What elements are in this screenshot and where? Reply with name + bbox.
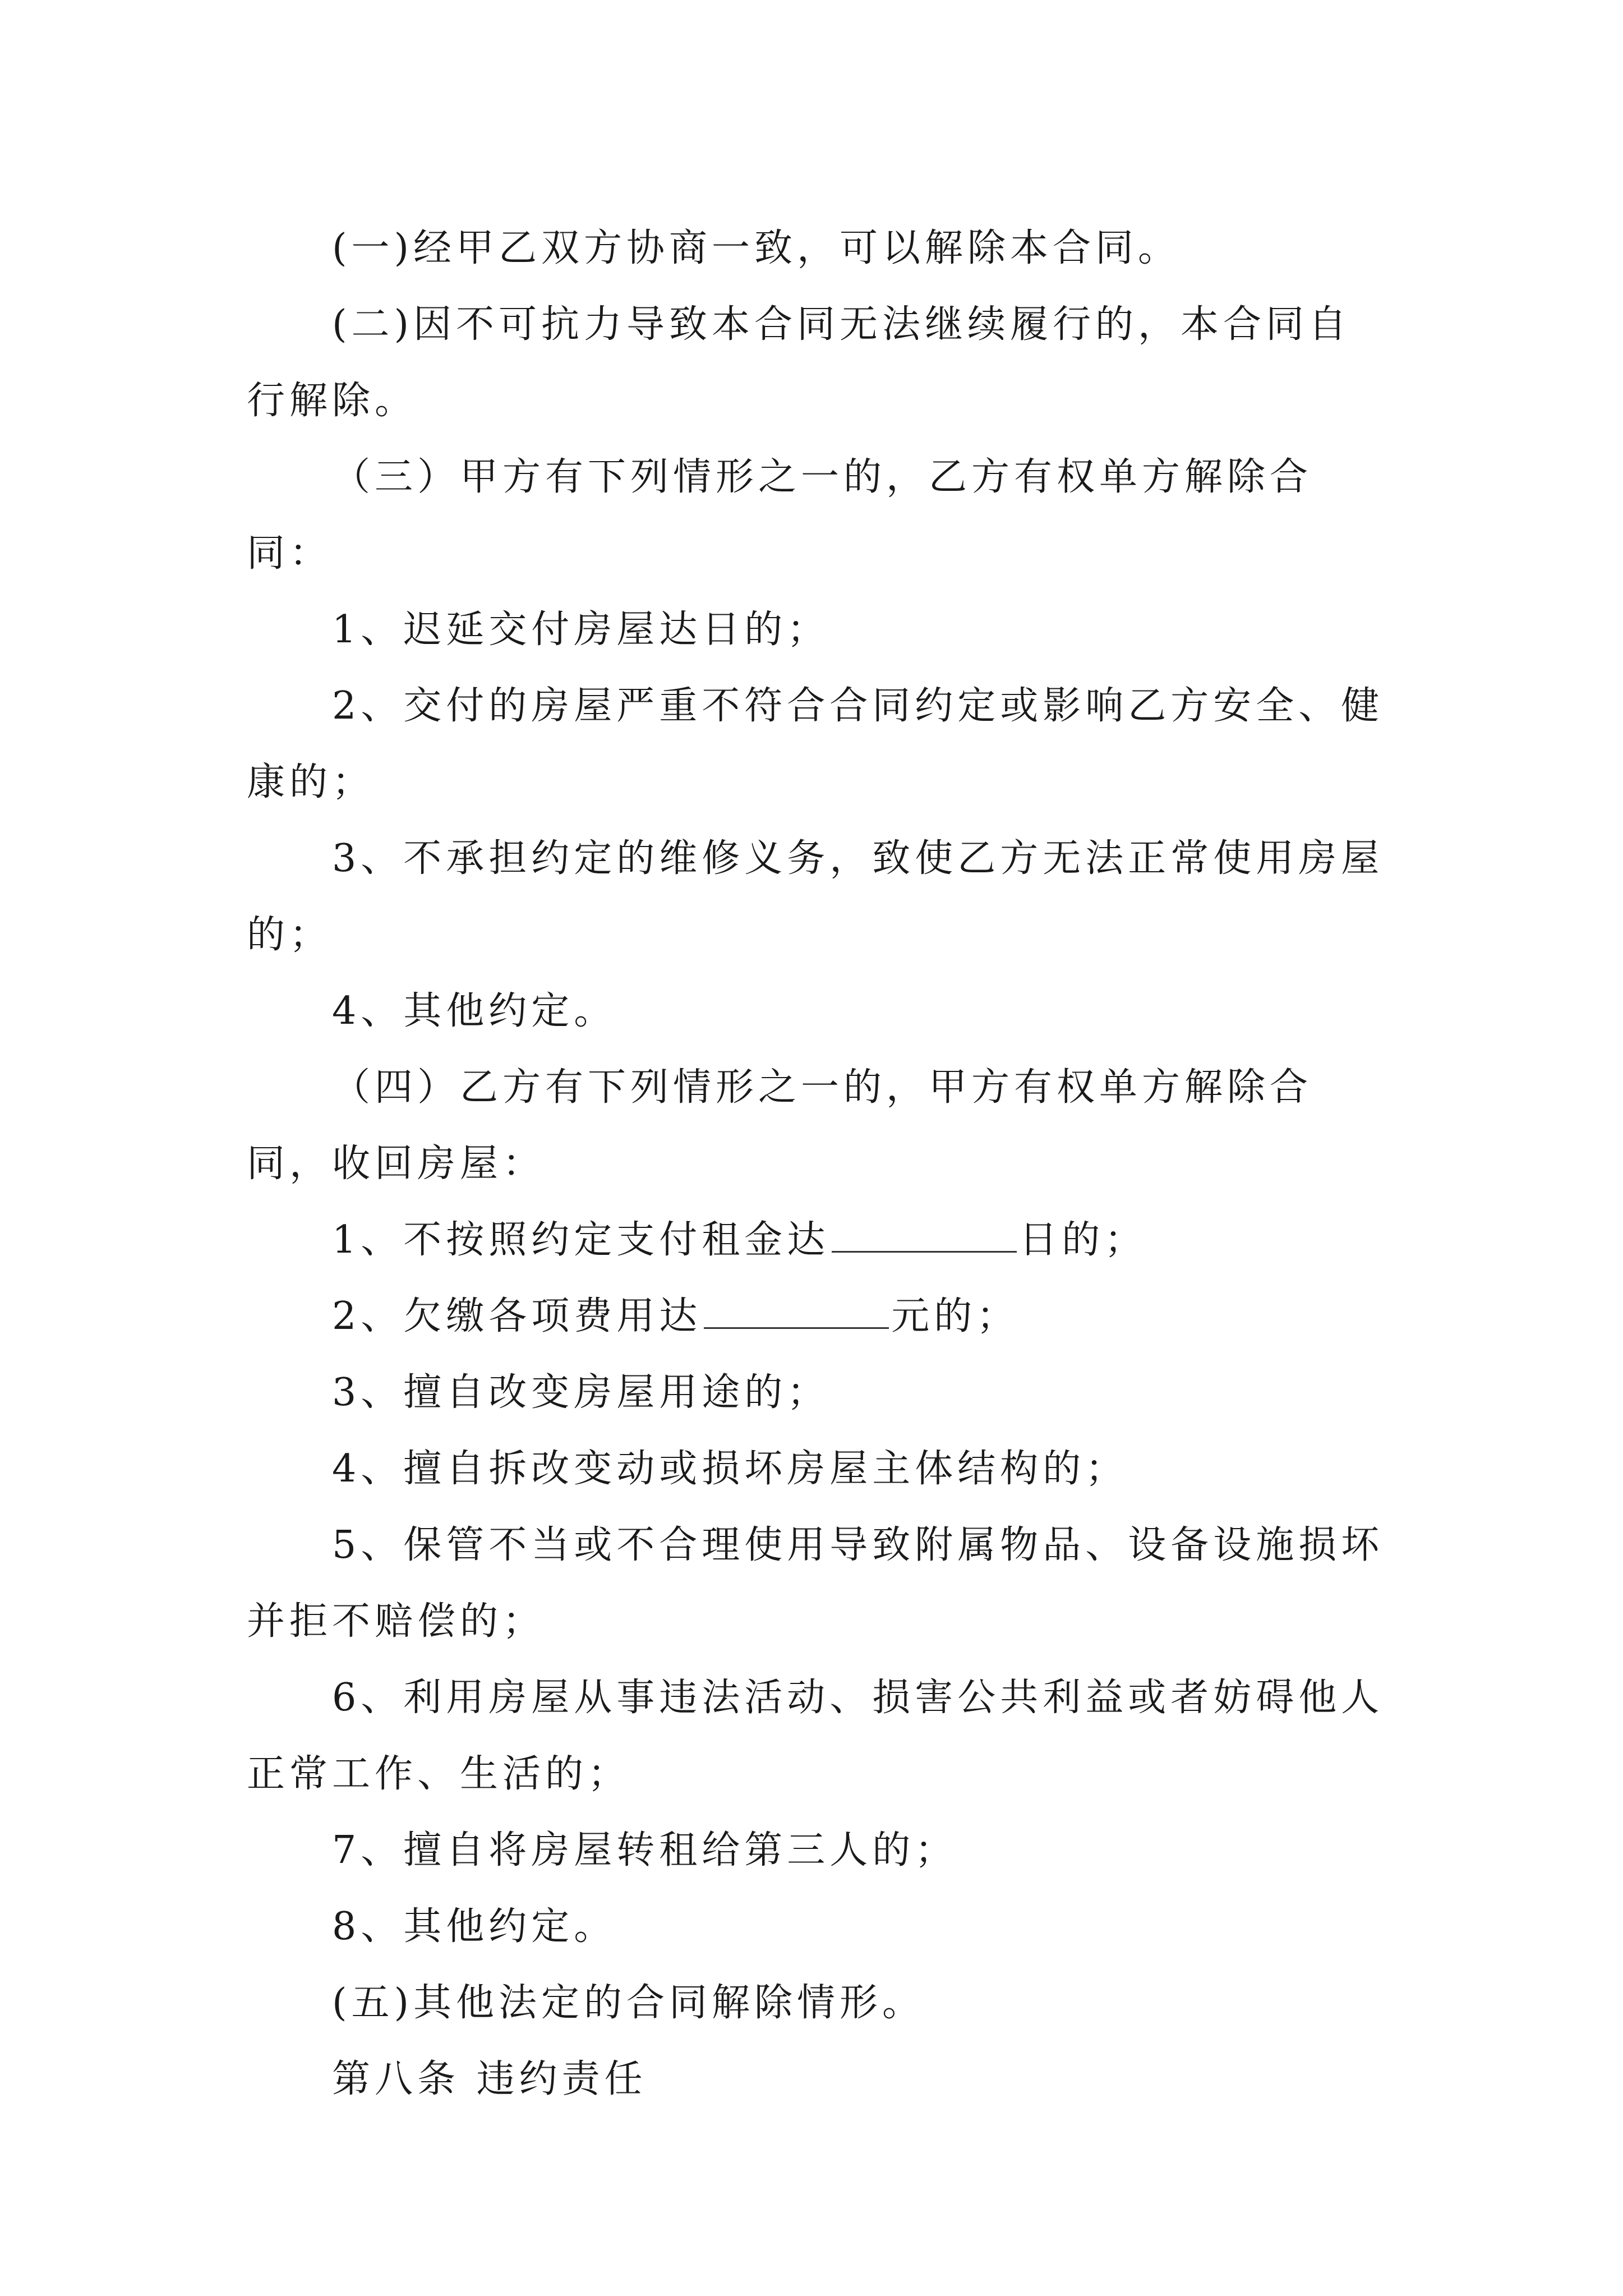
document-body bbox=[247, 210, 1391, 2118]
clause-item: 3、擅自改变房屋用途的； bbox=[332, 1370, 830, 1415]
section-heading: 第八条 违约责任 bbox=[332, 2057, 647, 2101]
clause-item: 8、其他约定。 bbox=[332, 1904, 617, 1949]
clause-text: 元的； bbox=[891, 1294, 1020, 1338]
clause-item: 4、擅自拆改变动或损坏房屋主体结构的； bbox=[332, 1447, 1128, 1491]
clause-paragraph: （四）乙方有下列情形之一的，甲方有权单方解除合同，收回房屋： bbox=[247, 1065, 1313, 1186]
clause-item: 1、迟延交付房屋达日的； bbox=[332, 608, 830, 652]
clause-item: 6、利用房屋从事违法活动、损害公共利益或者妨碍他人正常工作、生活的； bbox=[247, 1676, 1384, 1796]
fill-in-blank bbox=[704, 1294, 889, 1329]
clause-item-with-blank bbox=[247, 1202, 1391, 1278]
clause-item: 3、不承担约定的维修义务，致使乙方无法正常使用房屋的； bbox=[247, 836, 1384, 957]
fill-in-blank bbox=[832, 1217, 1017, 1253]
clause-text: 1、不按照约定支付租金达 bbox=[332, 1218, 830, 1262]
clause-paragraph: (五)其他法定的合同解除情形。 bbox=[332, 1981, 925, 2025]
clause-item: 2、交付的房屋严重不符合合同约定或影响乙方安全、健康的； bbox=[247, 684, 1384, 804]
clause-item: 7、擅自将房屋转租给第三人的； bbox=[332, 1828, 958, 1872]
clause-paragraph: (一)经甲乙双方协商一致，可以解除本合同。 bbox=[332, 226, 1181, 270]
clause-item-with-blank bbox=[247, 1278, 1391, 1355]
clause-text: 日的； bbox=[1019, 1218, 1147, 1262]
clause-text: 2、欠缴各项费用达 bbox=[332, 1294, 702, 1338]
clause-paragraph: (二)因不可抗力导致本合同无法继续履行的，本合同自行解除。 bbox=[247, 302, 1352, 423]
clause-paragraph: （三）甲方有下列情形之一的，乙方有权单方解除合同： bbox=[247, 455, 1313, 576]
clause-item: 5、保管不当或不合理使用导致附属物品、设备设施损坏并拒不赔偿的； bbox=[247, 1523, 1384, 1644]
clause-item: 4、其他约定。 bbox=[332, 989, 617, 1033]
